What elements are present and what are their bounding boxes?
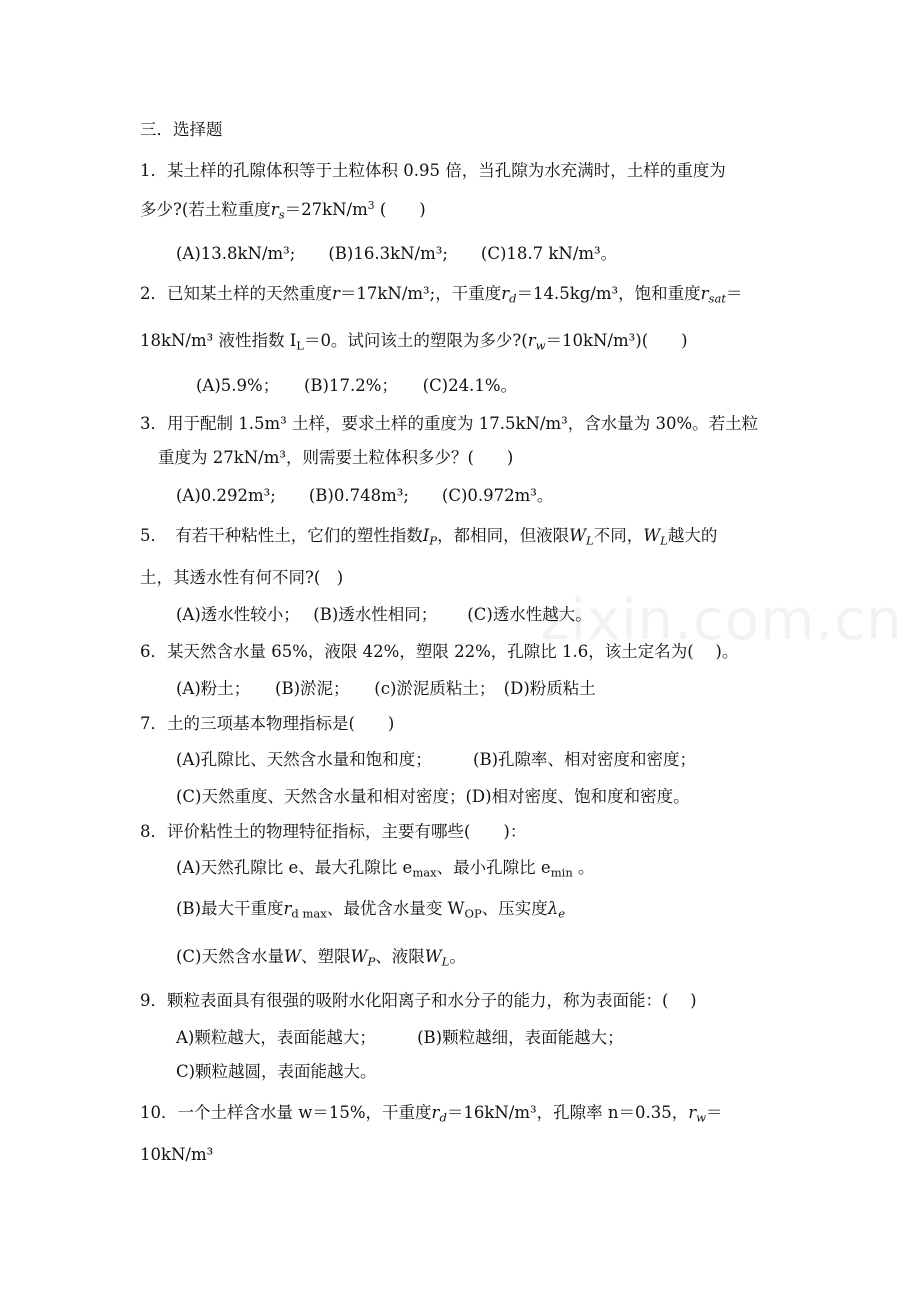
text: ，都相同，但液限 <box>437 526 570 545</box>
question-3-line-1: 3．用于配制 1.5m³ 土样，要求土样的重度为 17.5kN/m³，含水量为 30%。若土粒 <box>140 414 759 433</box>
text: 2．已知某土样的天然重度 <box>140 284 332 303</box>
question-7-options-1: (A)孔隙比、天然含水量和饱和度； (B)孔隙率、相对密度和密度； <box>176 750 697 769</box>
sub: d max <box>291 906 327 921</box>
sub: d <box>509 291 517 306</box>
sub: L <box>441 954 450 969</box>
section-title: 三．选择题 <box>140 120 223 139</box>
question-3-line-2: 重度为 27kN/m³，则需要土粒体积多少？( ) <box>158 448 514 467</box>
text: ＝ <box>725 284 743 303</box>
question-6-line-1: 6．某天然含水量 65%，液限 42%，塑限 22%，孔隙比 1.6，该土定名为( )。 <box>140 642 739 661</box>
text: ＝16kN/m³，孔隙率 n＝0.35， <box>446 1103 689 1122</box>
text: ＝27kN/m <box>284 200 368 219</box>
var: r <box>527 331 536 350</box>
sub: max <box>412 865 437 880</box>
text: 5． 有若干种粘性土，它们的塑性指数 <box>140 526 423 545</box>
text: 。 <box>449 947 466 966</box>
var: λ <box>547 899 559 918</box>
sub: OP <box>464 906 482 921</box>
var: r <box>283 899 292 918</box>
question-1-options: (A)13.8kN/m³; (B)16.3kN/m³; (C)18.7 kN/m³。 <box>176 244 618 263</box>
question-5-line-2: 土，其透水性有何不同?( ) <box>140 568 344 587</box>
var: W <box>569 526 587 545</box>
text: 多少?(若土粒重度 <box>140 200 271 219</box>
text: ＝14.5kg/m³，饱和重度 <box>516 284 701 303</box>
sub: P <box>429 533 438 548</box>
question-8-option-c <box>176 943 466 968</box>
text: 不同， <box>593 526 644 545</box>
sub: w <box>696 1110 706 1125</box>
text: ＝10kN/m³)( ) <box>545 331 688 350</box>
question-10-line-1 <box>140 1099 723 1124</box>
var: r <box>688 1103 697 1122</box>
text: 、最小孔隙比 e <box>436 858 551 877</box>
var: W <box>424 947 442 966</box>
text: 越大的 <box>667 526 718 545</box>
question-8-option-b <box>176 895 565 920</box>
sup: 3 <box>367 199 375 213</box>
watermark: zixin.com.cn <box>540 588 903 653</box>
text: ( ) <box>374 200 426 219</box>
sub: s <box>278 207 285 222</box>
var: r <box>270 200 279 219</box>
sub: P <box>367 954 376 969</box>
question-9-line-1: 9．颗粒表面具有很强的吸附水化阳离子和水分子的能力，称为表面能：( ) <box>140 991 697 1010</box>
var: r <box>431 1103 440 1122</box>
var: I <box>422 526 430 545</box>
text: 、压实度 <box>481 899 548 918</box>
question-9-options-2: C)颗粒越圆，表面能越大。 <box>176 1062 377 1081</box>
question-7-line-1: 7．土的三项基本物理指标是( ) <box>140 714 395 733</box>
text: (B)最大干重度 <box>176 899 284 918</box>
text: 。 <box>572 858 595 877</box>
question-2-line-1 <box>140 280 742 305</box>
question-10-line-2: 10kN/m³ <box>140 1145 214 1164</box>
text: 、最优含水量变 W <box>326 899 465 918</box>
text: ＝0。试问该土的塑限为多少?( <box>303 331 528 350</box>
sub: e <box>558 906 566 921</box>
var: r <box>700 284 709 303</box>
sub: d <box>439 1110 447 1125</box>
sub: sat <box>708 291 726 306</box>
text: 10．一个土样含水量 w＝15%，干重度 <box>140 1103 432 1122</box>
sub: w <box>535 338 546 353</box>
question-2-options: (A)5.9%； (B)17.2%； (C)24.1%。 <box>196 376 518 395</box>
text: 、液限 <box>375 947 425 966</box>
text: ＝ <box>706 1103 723 1122</box>
text: 18kN/m³ 液性指数 I <box>140 331 297 350</box>
var: W <box>350 947 368 966</box>
var: r <box>501 284 510 303</box>
sub: L <box>586 533 594 548</box>
text: ＝17kN/m³;，干重度 <box>339 284 502 303</box>
question-1-line-2 <box>140 196 426 221</box>
question-7-options-2: (C)天然重度、天然含水量和相对密度；(D)相对密度、饱和度和密度。 <box>176 787 690 806</box>
question-1-line-1: 1．某土样的孔隙体积等于土粒体积 0.95 倍，当孔隙为水充满时，土样的重度为 <box>140 161 726 180</box>
question-8-option-a <box>176 854 595 879</box>
text: (C)天然含水量 <box>176 947 284 966</box>
question-3-options: (A)0.292m³; (B)0.748m³; (C)0.972m³。 <box>176 486 554 505</box>
var: r <box>332 284 340 303</box>
text: 、塑限 <box>300 947 351 966</box>
question-2-line-2 <box>140 327 688 352</box>
text: (A)天然孔隙比 e、最大孔隙比 e <box>176 858 413 877</box>
var: W <box>643 526 661 545</box>
question-5-options: (A)透水性较小； (B)透水性相同； (C)透水性越大。 <box>176 605 592 624</box>
question-5-line-1 <box>140 522 717 547</box>
sub: min <box>550 865 573 880</box>
question-9-options-1: A)颗粒越大，表面能越大； (B)颗粒越细，表面能越大； <box>176 1028 624 1047</box>
sub: L <box>660 533 668 548</box>
question-8-line-1: 8．评价粘性土的物理特征指标，主要有哪些( )： <box>140 822 527 841</box>
sub: L <box>296 338 304 353</box>
question-6-options: (A)粉土； (B)淤泥； (c)淤泥质粘土； (D)粉质粘土 <box>176 679 596 698</box>
var: W <box>284 947 301 966</box>
